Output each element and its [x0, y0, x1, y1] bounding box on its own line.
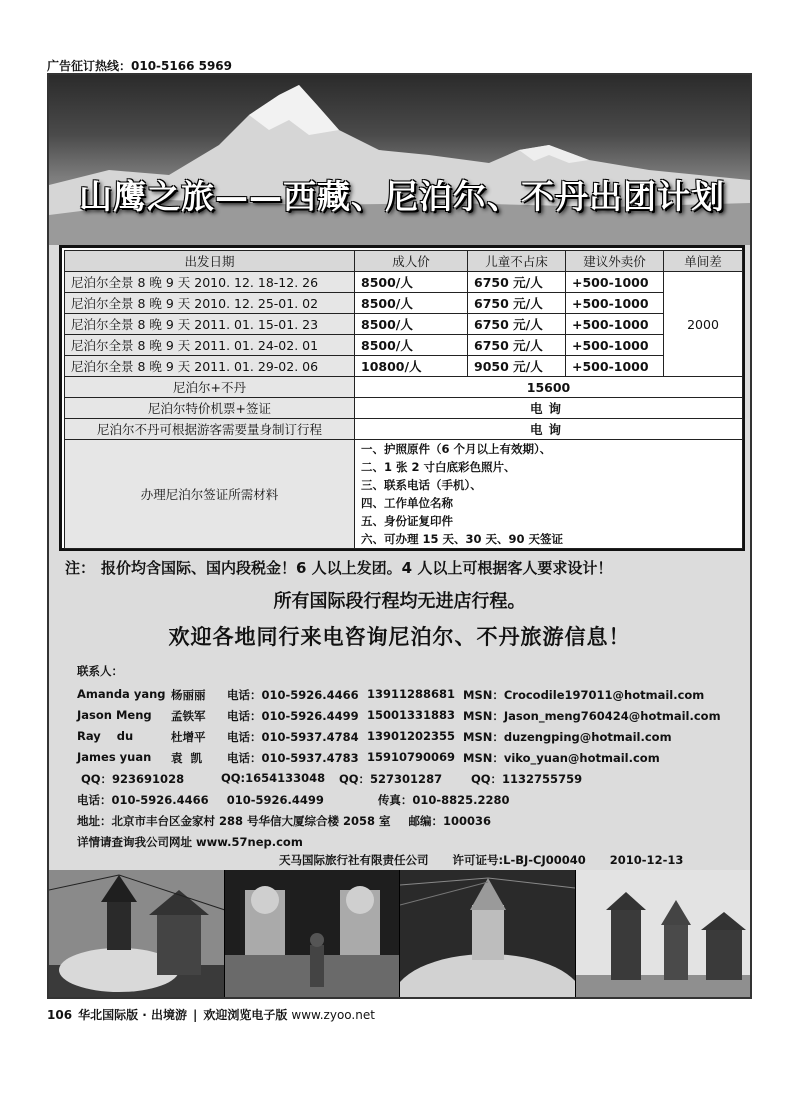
contact-chinese-name: 杜增平 — [171, 730, 206, 744]
header-adult-price: 成人价 — [355, 251, 468, 272]
contact-english-name: Amanda yang — [77, 687, 166, 701]
footer-divider: | — [192, 1008, 198, 1022]
postcode: 邮编：100036 — [408, 814, 492, 828]
contact-phone: 电话：010-5926.4499 — [227, 709, 359, 723]
company-website: 详情请查询我公司网址 www.57nep.com — [77, 835, 303, 849]
contact-row — [77, 708, 721, 729]
qq-number: QQ：923691028 — [81, 772, 185, 786]
visa-materials-list — [355, 440, 743, 549]
contact-msn: MSN：duzengping@hotmail.com — [463, 730, 672, 744]
adult-price-cell: 8500/人 — [355, 335, 468, 356]
header-child-price: 儿童不占床 — [468, 251, 566, 272]
contact-phone: 电话：010-5937.4783 — [227, 751, 359, 765]
qq-number: QQ:1654133048 — [221, 771, 326, 785]
contact-english-name: Jason Meng — [77, 708, 152, 722]
list-item: 一、护照原件（6 个月以上有效期）、 — [361, 442, 552, 456]
footer-url: www.zyoo.net — [291, 1008, 375, 1022]
table-row — [65, 272, 743, 293]
stupa-photo — [49, 870, 225, 999]
contact-chinese-name: 杨丽丽 — [171, 688, 206, 702]
durbar-square-photo — [576, 870, 751, 999]
office-phone: 电话：010-5926.4466 — [77, 793, 209, 807]
contact-phone: 电话：010-5937.4784 — [227, 730, 359, 744]
license-number: 许可证号:L-BJ-CJ00040 — [452, 853, 586, 867]
table-row — [65, 293, 743, 314]
route-cell: 尼泊尔全景 8 晚 9 天 2010. 12. 18-12. 26 — [65, 272, 355, 293]
retail-price-cell: +500-1000 — [566, 356, 664, 377]
note-text: 报价均含国际、国内段税金！6 人以上发团。4 人以上可根据客人要求设计！ — [101, 559, 613, 577]
phone-fax-row — [77, 792, 524, 813]
contact-mobile: 13911288681 — [367, 687, 456, 701]
table-row — [65, 314, 743, 335]
child-price-cell: 9050 元/人 — [468, 356, 566, 377]
table-row — [65, 335, 743, 356]
custom-itinerary-price: 电询 — [355, 419, 743, 440]
route-cell: 尼泊尔全景 8 晚 9 天 2011. 01. 29-02. 06 — [65, 356, 355, 377]
contact-mobile: 15001331883 — [367, 708, 456, 722]
contact-row — [77, 729, 672, 750]
route-cell: 尼泊尔全景 8 晚 9 天 2011. 01. 15-01. 23 — [65, 314, 355, 335]
single-supplement-cell: 2000 — [664, 272, 743, 377]
contact-phone: 电话：010-5926.4466 — [227, 688, 359, 702]
retail-price-cell: +500-1000 — [566, 314, 664, 335]
company-info — [279, 852, 703, 868]
table-row-materials — [65, 440, 743, 549]
child-price-cell: 6750 元/人 — [468, 335, 566, 356]
contact-msn: MSN：Crocodile197011@hotmail.com — [463, 688, 705, 702]
table-row — [65, 356, 743, 377]
table-row-extra — [65, 377, 743, 398]
list-item: 四、工作单位名称 — [361, 496, 453, 510]
no-shopping-note: 所有国际段行程均无进店行程。 — [273, 591, 526, 612]
nepal-bhutan-label: 尼泊尔+不丹 — [65, 377, 355, 398]
address-row — [77, 813, 524, 834]
retail-price-cell: +500-1000 — [566, 272, 664, 293]
table-row-extra — [65, 419, 743, 440]
custom-itinerary-label: 尼泊尔不丹可根据游客需要量身制订行程 — [65, 419, 355, 440]
advertisement-frame — [47, 73, 752, 999]
edition-name: 华北国际版 · 出境游 — [78, 1008, 187, 1022]
adult-price-cell: 10800/人 — [355, 356, 468, 377]
photo-strip — [49, 870, 750, 999]
ticket-visa-label: 尼泊尔特价机票+签证 — [65, 398, 355, 419]
header-mountain-banner — [49, 75, 750, 245]
price-table — [64, 250, 743, 549]
list-item: 六、可办理 15 天、30 天、90 天签证 — [361, 532, 564, 546]
list-item: 二、1 张 2 寸白底彩色照片、 — [361, 460, 516, 474]
contact-chinese-name: 袁 凯 — [171, 751, 203, 765]
qq-row — [77, 771, 583, 792]
boudhanath-photo — [400, 870, 576, 999]
contact-mobile: 13901202355 — [367, 729, 456, 743]
list-item: 三、联系电话（手机）、 — [361, 478, 482, 492]
qq-number: QQ：1132755759 — [471, 772, 583, 786]
welcome-slogan: 欢迎各地同行来电咨询尼泊尔、不丹旅游信息！ — [168, 625, 631, 649]
company-name: 天马国际旅行社有限责任公司 — [279, 853, 429, 867]
page-number: 106 — [47, 1008, 73, 1022]
mountain-illustration — [49, 75, 750, 245]
note-label: 注： — [65, 559, 96, 577]
page-title: 山鹰之旅——西藏、尼泊尔、不丹出团计划 — [79, 177, 725, 216]
table-header-row — [65, 251, 743, 272]
visa-materials-label: 办理尼泊尔签证所需材料 — [65, 440, 355, 549]
retail-price-cell: +500-1000 — [566, 335, 664, 356]
contacts-section — [77, 663, 721, 855]
nepal-bhutan-price: 15600 — [355, 377, 743, 398]
browse-text: 欢迎浏览电子版 — [203, 1008, 288, 1022]
publish-date: 2010-12-13 — [609, 853, 684, 867]
contact-row — [77, 687, 705, 708]
price-note — [65, 557, 612, 578]
route-cell: 尼泊尔全景 8 晚 9 天 2011. 01. 24-02. 01 — [65, 335, 355, 356]
contact-msn: MSN：Jason_meng760424@hotmail.com — [463, 709, 721, 723]
table-row-extra — [65, 398, 743, 419]
temple-guardians-photo — [225, 870, 401, 999]
adult-price-cell: 8500/人 — [355, 314, 468, 335]
contact-msn: MSN：viko_yuan@hotmail.com — [463, 751, 660, 765]
ad-hotline: 广告征订热线：010-5166 5969 — [47, 59, 233, 73]
route-cell: 尼泊尔全景 8 晚 9 天 2010. 12. 25-01. 02 — [65, 293, 355, 314]
child-price-cell: 6750 元/人 — [468, 314, 566, 335]
fax-number: 传真：010-8825.2280 — [377, 793, 510, 807]
page-footer — [47, 1006, 375, 1023]
adult-price-cell: 8500/人 — [355, 293, 468, 314]
list-item: 五、身份证复印件 — [361, 514, 453, 528]
header-single-supplement: 单间差 — [664, 251, 743, 272]
office-address: 地址：北京市丰台区金家村 288 号华信大厦综合楼 2058 室 — [77, 814, 391, 828]
header-retail-price: 建议外卖价 — [566, 251, 664, 272]
contact-row — [77, 750, 660, 771]
ticket-visa-price: 电询 — [355, 398, 743, 419]
child-price-cell: 6750 元/人 — [468, 293, 566, 314]
office-phone-2: 010-5926.4499 — [226, 793, 324, 807]
contacts-title: 联系人： — [77, 664, 123, 678]
contact-english-name: Ray du — [77, 729, 134, 743]
child-price-cell: 6750 元/人 — [468, 272, 566, 293]
contact-mobile: 15910790069 — [367, 750, 456, 764]
header-departure: 出发日期 — [65, 251, 355, 272]
qq-number: QQ：527301287 — [339, 772, 443, 786]
contact-english-name: James yuan — [77, 750, 152, 764]
contact-chinese-name: 孟铁军 — [171, 709, 206, 723]
price-table-container — [59, 245, 745, 551]
retail-price-cell: +500-1000 — [566, 293, 664, 314]
adult-price-cell: 8500/人 — [355, 272, 468, 293]
